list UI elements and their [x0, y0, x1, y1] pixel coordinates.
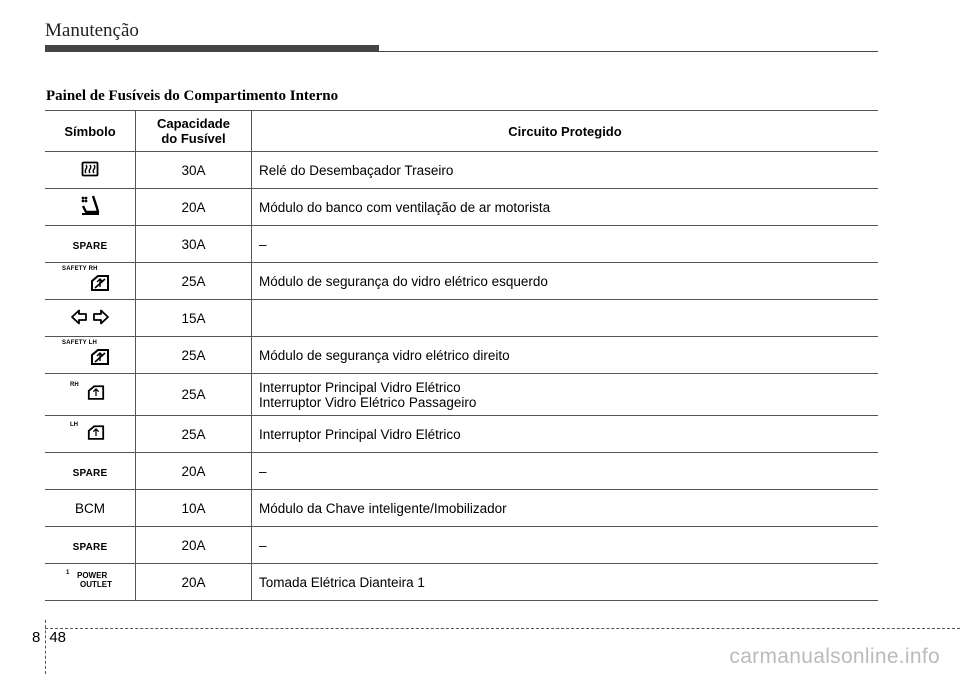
table-header-row [45, 111, 878, 152]
safety-lh-label: SAFETY LH [62, 339, 98, 346]
header-capacity-line2: do Fusível [161, 131, 226, 146]
header-rule [379, 51, 878, 52]
table-row [45, 374, 878, 416]
safety-rh-symbol [60, 266, 120, 294]
capacity-cell: 25A [136, 416, 252, 453]
turn-signal-arrows-icon [70, 309, 110, 325]
circuit-cell [252, 300, 879, 337]
lh-window-symbol [65, 421, 115, 445]
header-capacity [136, 111, 252, 152]
power-window-icon [87, 385, 105, 401]
bcm-label: BCM [75, 500, 105, 516]
safety-rh-label: SAFETY RH [62, 265, 98, 272]
table-row [45, 263, 878, 300]
symbol-cell [45, 490, 136, 527]
outlet-label: OUTLET [80, 579, 112, 589]
table-row [45, 564, 878, 601]
power-outlet-number: 1 [66, 569, 70, 576]
footer-horizontal-dash [45, 628, 960, 629]
chapter-number: 8 [32, 629, 41, 646]
circuit-cell: Módulo de segurança do vidro elétrico esquerdo [252, 263, 879, 300]
table-row [45, 152, 878, 189]
circuit-cell: – [252, 527, 879, 564]
symbol-cell [45, 527, 136, 564]
capacity-cell: 25A [136, 337, 252, 374]
circuit-cell: – [252, 226, 879, 263]
capacity-cell: 15A [136, 300, 252, 337]
page-number [32, 629, 66, 646]
page-number-value: 48 [49, 629, 67, 646]
safety-lh-symbol [60, 340, 120, 368]
symbol-cell [45, 263, 136, 300]
capacity-cell: 20A [136, 564, 252, 601]
power-window-icon [87, 425, 105, 441]
circuit-cell: Módulo do banco com ventilação de ar motorista [252, 189, 879, 226]
power-label: POWER [77, 570, 108, 580]
circuit-cell: Módulo de segurança vidro elétrico direito [252, 337, 879, 374]
symbol-cell [45, 226, 136, 263]
capacity-cell: 25A [136, 374, 252, 416]
header-bar [45, 45, 379, 52]
symbol-cell [45, 564, 136, 601]
capacity-cell: 20A [136, 527, 252, 564]
watermark: carmanualsonline.info [729, 645, 940, 668]
power-window-icon [90, 275, 110, 292]
symbol-cell [45, 374, 136, 416]
symbol-cell [45, 189, 136, 226]
symbol-cell [45, 337, 136, 374]
circuit-cell: – [252, 453, 879, 490]
circuit-line1: Interruptor Principal Vidro Elétrico [259, 379, 461, 395]
power-outlet-symbol [60, 569, 120, 593]
table-row [45, 337, 878, 374]
lh-label: LH [70, 421, 78, 428]
circuit-line2: Interruptor Vidro Elétrico Passageiro [259, 394, 477, 410]
table-row [45, 416, 878, 453]
symbol-cell [45, 453, 136, 490]
capacity-cell: 10A [136, 490, 252, 527]
table-row [45, 226, 878, 263]
capacity-cell: 20A [136, 189, 252, 226]
circuit-cell [252, 374, 879, 416]
capacity-cell: 20A [136, 453, 252, 490]
table-row [45, 453, 878, 490]
symbol-cell [45, 416, 136, 453]
spare-label: SPARE [72, 467, 108, 479]
header-capacity-line1: Capacidade [157, 116, 230, 131]
table-row [45, 490, 878, 527]
ventilated-seat-icon [78, 194, 102, 218]
circuit-cell: Módulo da Chave inteligente/Imobilizador [252, 490, 879, 527]
spare-label: SPARE [72, 541, 108, 553]
rear-defroster-icon [81, 161, 99, 177]
symbol-cell [45, 152, 136, 189]
header-symbol: Símbolo [45, 111, 136, 152]
circuit-cell: Tomada Elétrica Dianteira 1 [252, 564, 879, 601]
capacity-cell: 30A [136, 152, 252, 189]
header-circuit: Circuito Protegido [252, 111, 879, 152]
table-row [45, 300, 878, 337]
rh-label: RH [70, 382, 79, 388]
rh-window-symbol [65, 381, 115, 405]
circuit-cell: Relé do Desembaçador Traseiro [252, 152, 879, 189]
fuse-table [45, 110, 878, 601]
spare-label: SPARE [72, 240, 108, 252]
power-window-icon [90, 349, 110, 366]
capacity-cell: 30A [136, 226, 252, 263]
circuit-cell: Interruptor Principal Vidro Elétrico [252, 416, 879, 453]
symbol-cell [45, 300, 136, 337]
page-header-title: Manutenção [45, 20, 139, 41]
table-row [45, 527, 878, 564]
table-row [45, 189, 878, 226]
section-title: Painel de Fusíveis do Compartimento Interno [46, 88, 339, 104]
capacity-cell: 25A [136, 263, 252, 300]
